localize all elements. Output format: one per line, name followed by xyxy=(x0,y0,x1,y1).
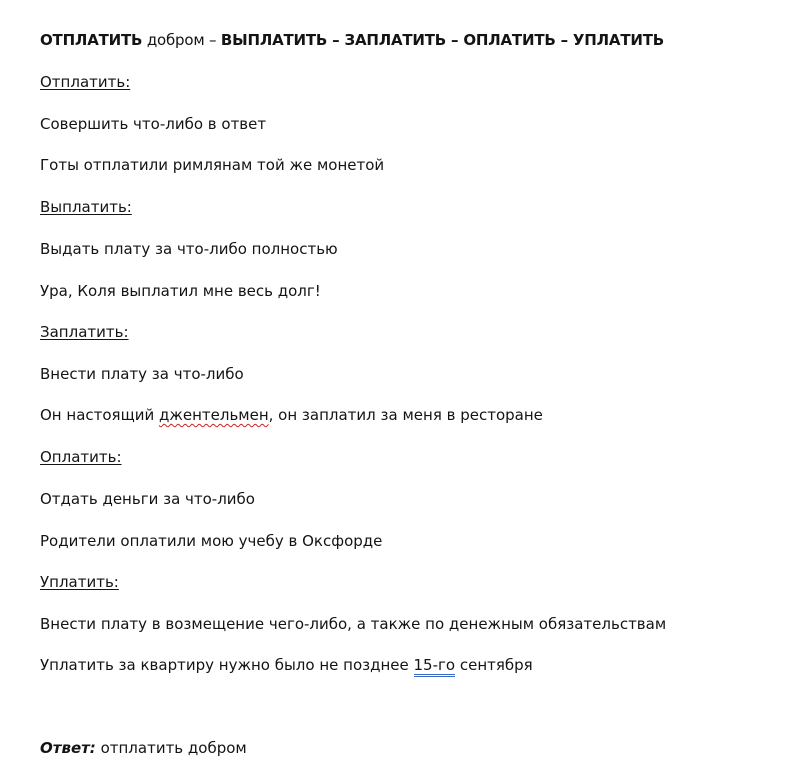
heading-zaplatit: Заплатить: xyxy=(40,323,129,341)
definition-vyplatit: Выдать плату за что-либо полностью xyxy=(40,240,338,258)
example-text-end: сентября xyxy=(455,656,533,674)
answer-text: отплатить добром xyxy=(95,739,247,757)
title-verb-list: ВЫПЛАТИТЬ – ЗАПЛАТИТЬ – ОПЛАТИТЬ – УПЛАТИТЬ xyxy=(220,31,664,49)
spellcheck-flagged-word[interactable]: джентельмен xyxy=(158,406,269,424)
title-word-otplatit: ОТПЛАТИТЬ xyxy=(40,31,143,49)
heading-uplatit: Уплатить: xyxy=(40,573,119,591)
example-vyplatit: Ура, Коля выплатил мне весь долг! xyxy=(40,282,321,300)
heading-oplatit: Оплатить: xyxy=(40,448,122,466)
title-connector: добром – xyxy=(142,31,221,49)
example-text-start: Он настоящий xyxy=(40,406,159,424)
definition-uplatit: Внести плату в возмещение чего-либо, а также по денежным обязательствам xyxy=(40,615,667,633)
answer-label: Ответ: xyxy=(40,739,96,757)
example-text-start: Уплатить за квартиру нужно было не позднее xyxy=(40,656,414,674)
grammar-flagged-word[interactable]: 15-го xyxy=(414,656,456,677)
answer-line xyxy=(40,738,247,758)
example-otplatit: Готы отплатили римлянам той же монетой xyxy=(40,156,385,174)
example-uplatit xyxy=(40,655,533,675)
definition-oplatit: Отдать деньги за что-либо xyxy=(40,490,255,508)
definition-zaplatit: Внести плату за что-либо xyxy=(40,365,244,383)
heading-vyplatit: Выплатить: xyxy=(40,198,132,216)
example-text-end: , он заплатил за меня в ресторане xyxy=(268,406,543,424)
example-oplatit: Родители оплатили мою учебу в Оксфорде xyxy=(40,532,383,550)
example-zaplatit xyxy=(40,405,543,425)
definition-otplatit: Совершить что-либо в ответ xyxy=(40,115,267,133)
page-title xyxy=(40,30,664,50)
heading-otplatit: Отплатить: xyxy=(40,73,131,91)
